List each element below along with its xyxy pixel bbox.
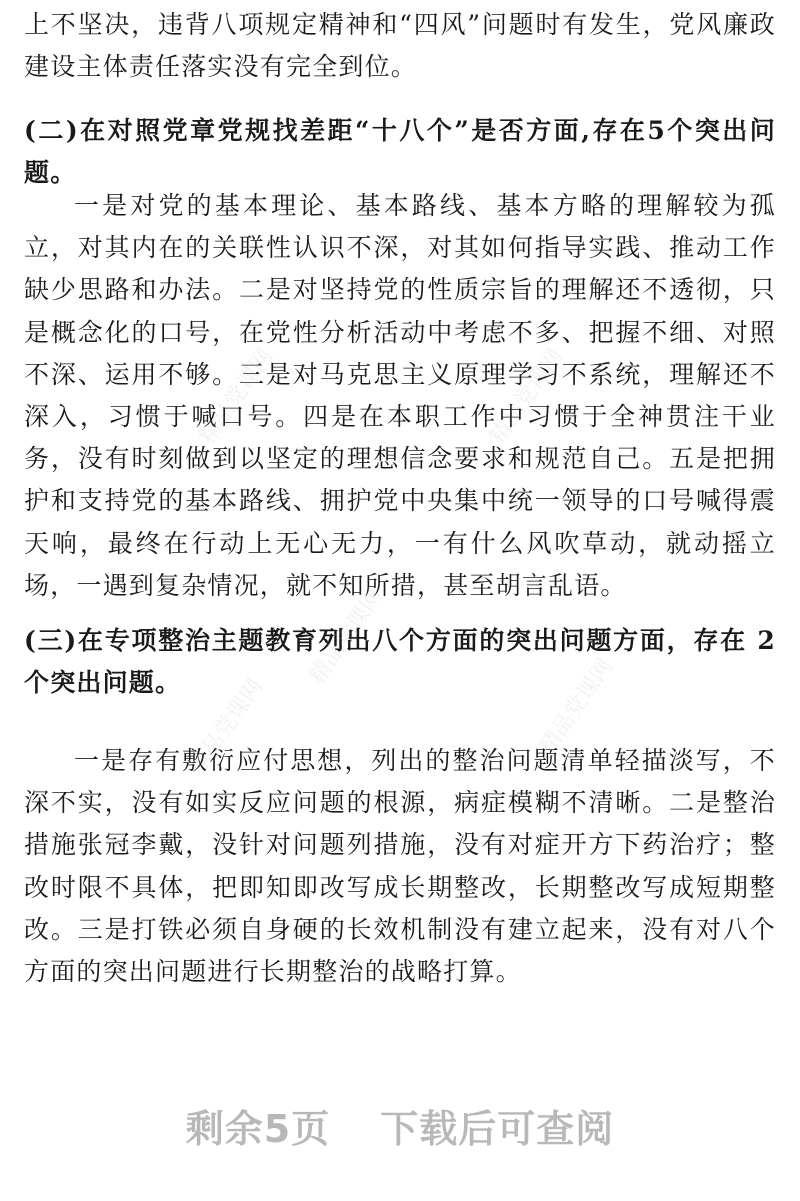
paragraph-section-three-body: 一是存有敷衍应付思想，列出的整治问题清单轻描淡写，不深不实，没有如实反应问题的根源，病症模糊不清晰。二是整治措施张冠李戴，没针对问题列措施，没有对症开方下药治疗；整改时限不具体，把即知即改写成长期整改，长期整改写成短期整改。三是打铁必须自身硬的长效机制没有建立起来，没有对八个方面的突出问题进行长期整治的战略打算。 bbox=[24, 746, 776, 987]
watermark-text: 精品党课网 bbox=[484, 344, 569, 449]
watermark-text: 精品党课网 bbox=[304, 584, 389, 689]
watermark-text: 精品党课网 bbox=[184, 674, 269, 779]
section-heading-two: (二)在对照党章党规找差距“十八个”是否方面,存在5个突出问题。 bbox=[24, 116, 776, 188]
download-banner[interactable] bbox=[0, 1098, 800, 1153]
watermark-text: 精品党课网 bbox=[194, 344, 279, 449]
watermark-text: 精品党课网 bbox=[534, 654, 619, 759]
remaining-pages-label: 剩余5页 bbox=[185, 1107, 331, 1151]
paragraph-intro-continuation: 上不坚决，违背八项规定精神和“四风”问题时有发生，党风廉政建设主体责任落实没有完全到位。 bbox=[24, 10, 776, 82]
paragraph-section-two-body: 一是对党的基本理论、基本路线、基本方略的理解较为孤立，对其内在的关联性认识不深，对其如何指导实践、推动工作缺少思路和办法。二是对坚持党的性质宗旨的理解还不透彻，只是概念化的口号，在党性分析活动中考虑不多、把握不细、对照不深、运用不够。三是对马克思主义原理学习不系统，理解还不深入，习惯于喊口号。四是在本职工作中习惯于全神贯注干业务，没有时刻做到以坚定的理想信念要求和规范自己。五是把拥护和支持党的基本路线、拥护党中央集中统一领导的口号喊得震天响，最终在行动上无心无力，一有什么风吹草动，就动摇立场，一遇到复杂情况，就不知所措，甚至胡言乱语。 bbox=[24, 191, 776, 600]
download-to-view-label: 下载后可查阅 bbox=[380, 1107, 615, 1151]
section-heading-three: (三)在专项整治主题教育列出八个方面的突出问题方面，存在 2 个突出问题。 bbox=[24, 626, 776, 698]
